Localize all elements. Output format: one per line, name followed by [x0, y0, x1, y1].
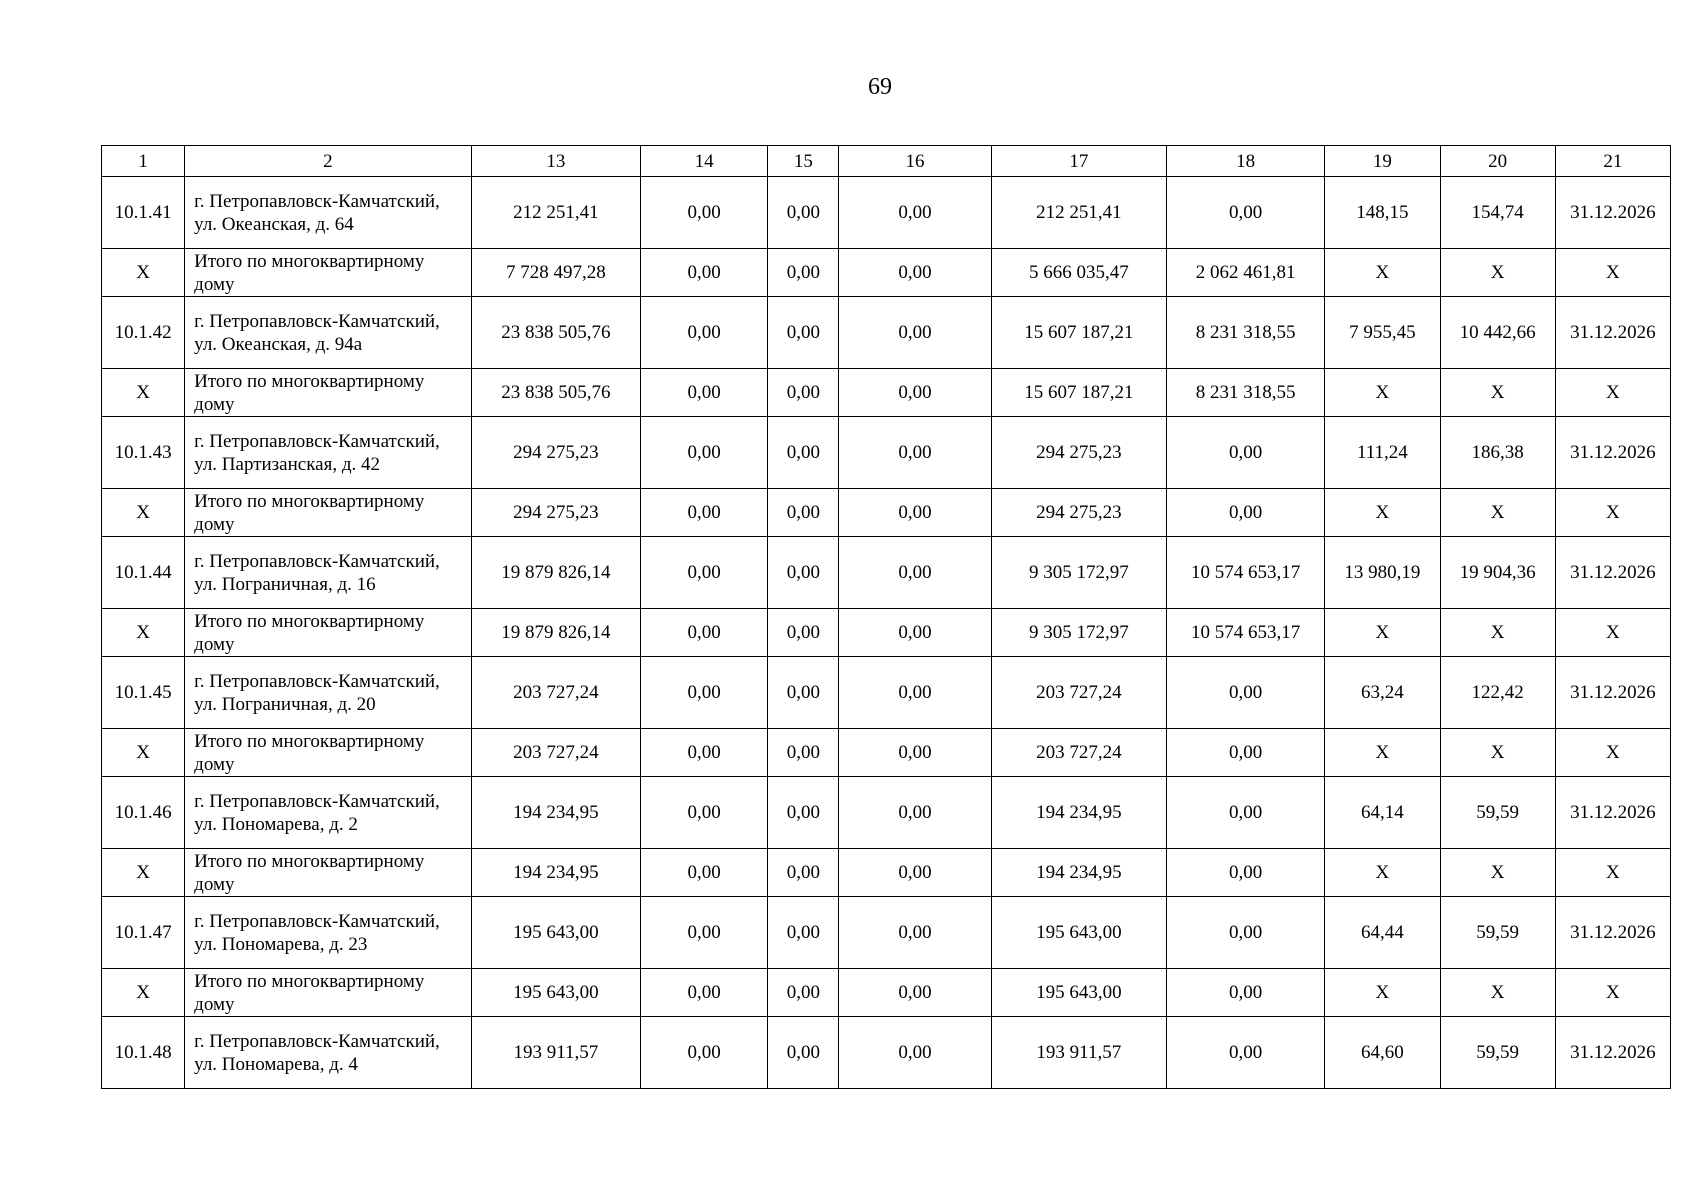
value-cell: 0,00	[768, 729, 839, 777]
value-cell: Х	[1440, 369, 1555, 417]
value-cell: 294 275,23	[991, 489, 1166, 537]
value-cell: 23 838 505,76	[471, 369, 640, 417]
column-header: 18	[1166, 146, 1324, 177]
value-cell: 19 879 826,14	[471, 537, 640, 609]
value-cell: 0,00	[641, 417, 768, 489]
value-cell: 23 838 505,76	[471, 297, 640, 369]
table-body	[102, 177, 1671, 1089]
value-cell: Х	[1440, 969, 1555, 1017]
value-cell: 193 911,57	[991, 1017, 1166, 1089]
value-cell: 0,00	[1166, 489, 1324, 537]
value-cell: 59,59	[1440, 777, 1555, 849]
column-header: 16	[839, 146, 991, 177]
value-cell: 111,24	[1325, 417, 1440, 489]
value-cell: 0,00	[768, 177, 839, 249]
total-row	[102, 249, 1671, 297]
value-cell: 0,00	[1166, 1017, 1324, 1089]
value-cell: 0,00	[641, 897, 768, 969]
value-cell: 294 275,23	[471, 417, 640, 489]
value-cell: 0,00	[641, 489, 768, 537]
value-cell: 0,00	[839, 417, 991, 489]
value-cell: 63,24	[1325, 657, 1440, 729]
value-cell: 0,00	[641, 177, 768, 249]
address-cell: г. Петропавловск-Камчатский, ул. Пономарева, д. 2	[185, 777, 472, 849]
table-row	[102, 537, 1671, 609]
value-cell: 64,60	[1325, 1017, 1440, 1089]
value-cell: 19 904,36	[1440, 537, 1555, 609]
value-cell: 203 727,24	[471, 657, 640, 729]
value-cell: 0,00	[839, 1017, 991, 1089]
column-header: 17	[991, 146, 1166, 177]
address-cell: Итого по многоквартирному дому	[185, 609, 472, 657]
value-cell: 0,00	[839, 177, 991, 249]
value-cell: 195 643,00	[471, 969, 640, 1017]
value-cell: 203 727,24	[991, 729, 1166, 777]
value-cell: 64,14	[1325, 777, 1440, 849]
value-cell: 0,00	[839, 297, 991, 369]
row-number-cell: Х	[102, 489, 185, 537]
value-cell: 59,59	[1440, 1017, 1555, 1089]
value-cell: 0,00	[1166, 729, 1324, 777]
total-row	[102, 609, 1671, 657]
value-cell: 0,00	[768, 777, 839, 849]
value-cell: 10 574 653,17	[1166, 537, 1324, 609]
row-number-cell: 10.1.41	[102, 177, 185, 249]
value-cell: Х	[1440, 489, 1555, 537]
value-cell: 0,00	[1166, 177, 1324, 249]
value-cell: 31.12.2026	[1555, 657, 1670, 729]
address-cell: г. Петропавловск-Камчатский, ул. Океанская, д. 64	[185, 177, 472, 249]
column-header: 13	[471, 146, 640, 177]
value-cell: 0,00	[641, 969, 768, 1017]
address-cell: Итого по многоквартирному дому	[185, 249, 472, 297]
column-header: 19	[1325, 146, 1440, 177]
row-number-cell: Х	[102, 609, 185, 657]
value-cell: Х	[1325, 369, 1440, 417]
address-cell: Итого по многоквартирному дому	[185, 489, 472, 537]
value-cell: 194 234,95	[471, 777, 640, 849]
table-row	[102, 897, 1671, 969]
row-number-cell: Х	[102, 729, 185, 777]
value-cell: 9 305 172,97	[991, 609, 1166, 657]
value-cell: Х	[1555, 969, 1670, 1017]
value-cell: Х	[1325, 729, 1440, 777]
value-cell: 0,00	[1166, 969, 1324, 1017]
value-cell: Х	[1325, 609, 1440, 657]
column-header: 20	[1440, 146, 1555, 177]
value-cell: 0,00	[768, 609, 839, 657]
value-cell: 31.12.2026	[1555, 777, 1670, 849]
column-header: 15	[768, 146, 839, 177]
row-number-cell: 10.1.43	[102, 417, 185, 489]
row-number-cell: 10.1.47	[102, 897, 185, 969]
address-cell: Итого по многоквартирному дому	[185, 729, 472, 777]
value-cell: 0,00	[1166, 417, 1324, 489]
value-cell: 19 879 826,14	[471, 609, 640, 657]
column-header: 1	[102, 146, 185, 177]
value-cell: 0,00	[641, 777, 768, 849]
value-cell: 194 234,95	[991, 777, 1166, 849]
value-cell: Х	[1555, 849, 1670, 897]
value-cell: 0,00	[641, 729, 768, 777]
value-cell: 10 574 653,17	[1166, 609, 1324, 657]
address-cell: г. Петропавловск-Камчатский, ул. Океанская, д. 94а	[185, 297, 472, 369]
value-cell: Х	[1555, 249, 1670, 297]
row-number-cell: Х	[102, 849, 185, 897]
table-row	[102, 657, 1671, 729]
page-number: 69	[868, 74, 892, 100]
value-cell: 193 911,57	[471, 1017, 640, 1089]
total-row	[102, 849, 1671, 897]
value-cell: Х	[1555, 489, 1670, 537]
value-cell: 10 442,66	[1440, 297, 1555, 369]
value-cell: Х	[1555, 729, 1670, 777]
value-cell: 31.12.2026	[1555, 297, 1670, 369]
row-number-cell: Х	[102, 969, 185, 1017]
table-row	[102, 297, 1671, 369]
table-row	[102, 1017, 1671, 1089]
value-cell: 154,74	[1440, 177, 1555, 249]
value-cell: 0,00	[641, 369, 768, 417]
row-number-cell: 10.1.42	[102, 297, 185, 369]
value-cell: 0,00	[768, 369, 839, 417]
total-row	[102, 969, 1671, 1017]
value-cell: 203 727,24	[471, 729, 640, 777]
value-cell: 31.12.2026	[1555, 417, 1670, 489]
value-cell: 194 234,95	[471, 849, 640, 897]
value-cell: 8 231 318,55	[1166, 297, 1324, 369]
value-cell: 9 305 172,97	[991, 537, 1166, 609]
value-cell: 0,00	[641, 657, 768, 729]
value-cell: 0,00	[768, 537, 839, 609]
address-cell: Итого по многоквартирному дому	[185, 969, 472, 1017]
row-number-cell: Х	[102, 249, 185, 297]
value-cell: 0,00	[768, 849, 839, 897]
value-cell: 194 234,95	[991, 849, 1166, 897]
value-cell: 7 955,45	[1325, 297, 1440, 369]
value-cell: 122,42	[1440, 657, 1555, 729]
value-cell: 31.12.2026	[1555, 897, 1670, 969]
value-cell: 31.12.2026	[1555, 1017, 1670, 1089]
value-cell: 195 643,00	[991, 969, 1166, 1017]
address-cell: г. Петропавловск-Камчатский, ул. Пономарева, д. 4	[185, 1017, 472, 1089]
value-cell: 0,00	[839, 897, 991, 969]
value-cell: 0,00	[768, 969, 839, 1017]
value-cell: 294 275,23	[471, 489, 640, 537]
value-cell: 0,00	[641, 249, 768, 297]
total-row	[102, 489, 1671, 537]
value-cell: 186,38	[1440, 417, 1555, 489]
value-cell: 195 643,00	[991, 897, 1166, 969]
value-cell: 0,00	[1166, 657, 1324, 729]
row-number-cell: 10.1.46	[102, 777, 185, 849]
value-cell: 212 251,41	[991, 177, 1166, 249]
value-cell: 15 607 187,21	[991, 297, 1166, 369]
value-cell: 7 728 497,28	[471, 249, 640, 297]
value-cell: 0,00	[768, 489, 839, 537]
address-cell: Итого по многоквартирному дому	[185, 369, 472, 417]
address-cell: г. Петропавловск-Камчатский, ул. Пограничная, д. 16	[185, 537, 472, 609]
table-header	[102, 146, 1671, 177]
value-cell: 15 607 187,21	[991, 369, 1166, 417]
value-cell: Х	[1440, 249, 1555, 297]
value-cell: Х	[1440, 729, 1555, 777]
value-cell: 294 275,23	[991, 417, 1166, 489]
value-cell: 0,00	[768, 1017, 839, 1089]
value-cell: 8 231 318,55	[1166, 369, 1324, 417]
row-number-cell: 10.1.45	[102, 657, 185, 729]
value-cell: 0,00	[641, 1017, 768, 1089]
row-number-cell: Х	[102, 369, 185, 417]
value-cell: Х	[1440, 609, 1555, 657]
value-cell: 0,00	[1166, 897, 1324, 969]
value-cell: 0,00	[839, 969, 991, 1017]
value-cell: 148,15	[1325, 177, 1440, 249]
table-row	[102, 177, 1671, 249]
address-cell: г. Петропавловск-Камчатский, ул. Пономарева, д. 23	[185, 897, 472, 969]
value-cell: 2 062 461,81	[1166, 249, 1324, 297]
value-cell: 0,00	[641, 609, 768, 657]
value-cell: Х	[1325, 969, 1440, 1017]
value-cell: 0,00	[839, 777, 991, 849]
value-cell: 13 980,19	[1325, 537, 1440, 609]
column-header: 21	[1555, 146, 1670, 177]
header-row	[102, 146, 1671, 177]
value-cell: 0,00	[641, 537, 768, 609]
value-cell: 31.12.2026	[1555, 177, 1670, 249]
value-cell: 0,00	[839, 489, 991, 537]
total-row	[102, 729, 1671, 777]
value-cell: 0,00	[1166, 777, 1324, 849]
value-cell: 0,00	[768, 897, 839, 969]
address-cell: г. Петропавловск-Камчатский, ул. Пограничная, д. 20	[185, 657, 472, 729]
value-cell: Х	[1325, 849, 1440, 897]
value-cell: Х	[1440, 849, 1555, 897]
address-cell: Итого по многоквартирному дому	[185, 849, 472, 897]
value-cell: 0,00	[641, 297, 768, 369]
row-number-cell: 10.1.44	[102, 537, 185, 609]
value-cell: Х	[1555, 609, 1670, 657]
value-cell: Х	[1555, 369, 1670, 417]
value-cell: Х	[1325, 249, 1440, 297]
value-cell: 203 727,24	[991, 657, 1166, 729]
value-cell: 0,00	[839, 849, 991, 897]
value-cell: Х	[1325, 489, 1440, 537]
value-cell: 0,00	[768, 249, 839, 297]
row-number-cell: 10.1.48	[102, 1017, 185, 1089]
value-cell: 0,00	[768, 657, 839, 729]
value-cell: 59,59	[1440, 897, 1555, 969]
table-row	[102, 777, 1671, 849]
value-cell: 0,00	[641, 849, 768, 897]
value-cell: 64,44	[1325, 897, 1440, 969]
value-cell: 0,00	[768, 297, 839, 369]
value-cell: 195 643,00	[471, 897, 640, 969]
value-cell: 0,00	[839, 537, 991, 609]
value-cell: 0,00	[768, 417, 839, 489]
address-cell: г. Петропавловск-Камчатский, ул. Партизанская, д. 42	[185, 417, 472, 489]
value-cell: 5 666 035,47	[991, 249, 1166, 297]
column-header: 2	[185, 146, 472, 177]
column-header: 14	[641, 146, 768, 177]
data-table	[101, 145, 1671, 1089]
value-cell: 0,00	[839, 249, 991, 297]
total-row	[102, 369, 1671, 417]
table-row	[102, 417, 1671, 489]
value-cell: 0,00	[839, 657, 991, 729]
value-cell: 212 251,41	[471, 177, 640, 249]
value-cell: 31.12.2026	[1555, 537, 1670, 609]
value-cell: 0,00	[839, 369, 991, 417]
value-cell: 0,00	[839, 729, 991, 777]
value-cell: 0,00	[839, 609, 991, 657]
value-cell: 0,00	[1166, 849, 1324, 897]
